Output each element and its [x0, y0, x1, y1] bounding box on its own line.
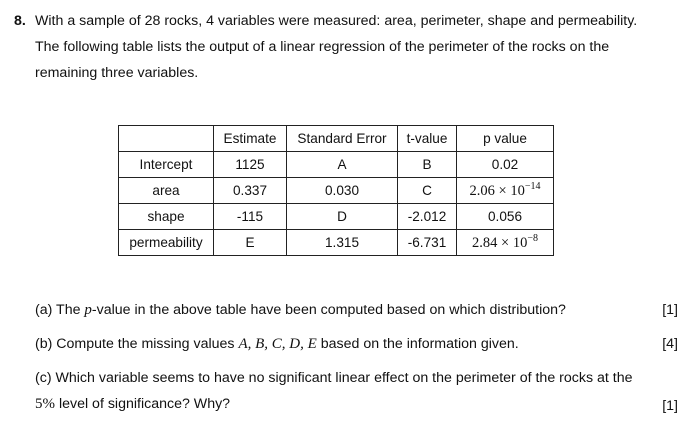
se-cell: D — [287, 204, 398, 230]
table-row — [119, 230, 554, 256]
t-cell: C — [398, 178, 457, 204]
p-exponent: −14 — [524, 181, 541, 192]
part-a-math: p — [84, 302, 92, 318]
part-b-suffix: based on the information given. — [316, 336, 519, 352]
estimate-cell: E — [214, 230, 287, 256]
table-row — [119, 178, 554, 204]
se-cell: 1.315 — [287, 230, 398, 256]
part-a-text — [35, 302, 566, 319]
estimate-cell: 0.337 — [214, 178, 287, 204]
table-header-estimate: Estimate — [214, 126, 287, 152]
part-c-marks: [1] — [662, 398, 678, 414]
part-a-prefix: (a) The — [35, 302, 85, 318]
part-b-prefix: (b) Compute the missing values — [35, 336, 239, 352]
table-header-t-value: t-value — [398, 126, 457, 152]
estimate-cell: -115 — [214, 204, 287, 230]
question-intro — [0, 8, 680, 86]
estimate-cell: 1125 — [214, 152, 287, 178]
table-row — [119, 152, 554, 178]
p-cell: 0.02 — [457, 152, 554, 178]
term-cell: area — [119, 178, 214, 204]
part-c-math: 5% — [35, 396, 55, 412]
regression-table — [118, 125, 554, 256]
term-cell: shape — [119, 204, 214, 230]
term-cell: Intercept — [119, 152, 214, 178]
p-mantissa: 2.06 × 10 — [469, 183, 525, 199]
intro-line-3: remaining three variables. — [35, 65, 199, 81]
part-c-line-1: (c) Which variable seems to have no significant linear effect on the perimeter of the rocks at the — [35, 370, 633, 386]
part-c-suffix: level of significance? Why? — [55, 396, 231, 412]
intro-line-2: The following table lists the output of a linear regression of the perimeter of the rocks on the — [35, 39, 610, 55]
p-cell — [457, 178, 554, 204]
p-cell — [457, 230, 554, 256]
t-cell: -2.012 — [398, 204, 457, 230]
term-cell: permeability — [119, 230, 214, 256]
part-c-line-2 — [35, 396, 230, 413]
table-header-p-value: p value — [457, 126, 554, 152]
part-b-math: A, B, C, D, E — [238, 336, 317, 352]
p-mantissa: 2.84 × 10 — [472, 235, 528, 251]
part-b-text — [35, 336, 519, 353]
t-cell: B — [398, 152, 457, 178]
part-b-marks: [4] — [662, 336, 678, 352]
table-header-row — [119, 126, 554, 152]
se-cell: 0.030 — [287, 178, 398, 204]
part-a-marks: [1] — [662, 302, 678, 318]
p-exponent: −8 — [527, 233, 538, 244]
part-a-suffix: -value in the above table have been computed based on which distribution? — [91, 302, 566, 318]
table-row — [119, 204, 554, 230]
p-cell: 0.056 — [457, 204, 554, 230]
question-number: 8. — [14, 13, 26, 29]
intro-line-1: With a sample of 28 rocks, 4 variables were measured: area, perimeter, shape and permeability. — [35, 13, 638, 29]
table-header-corner — [119, 126, 214, 152]
table-header-standard-error: Standard Error — [287, 126, 398, 152]
se-cell: A — [287, 152, 398, 178]
t-cell: -6.731 — [398, 230, 457, 256]
